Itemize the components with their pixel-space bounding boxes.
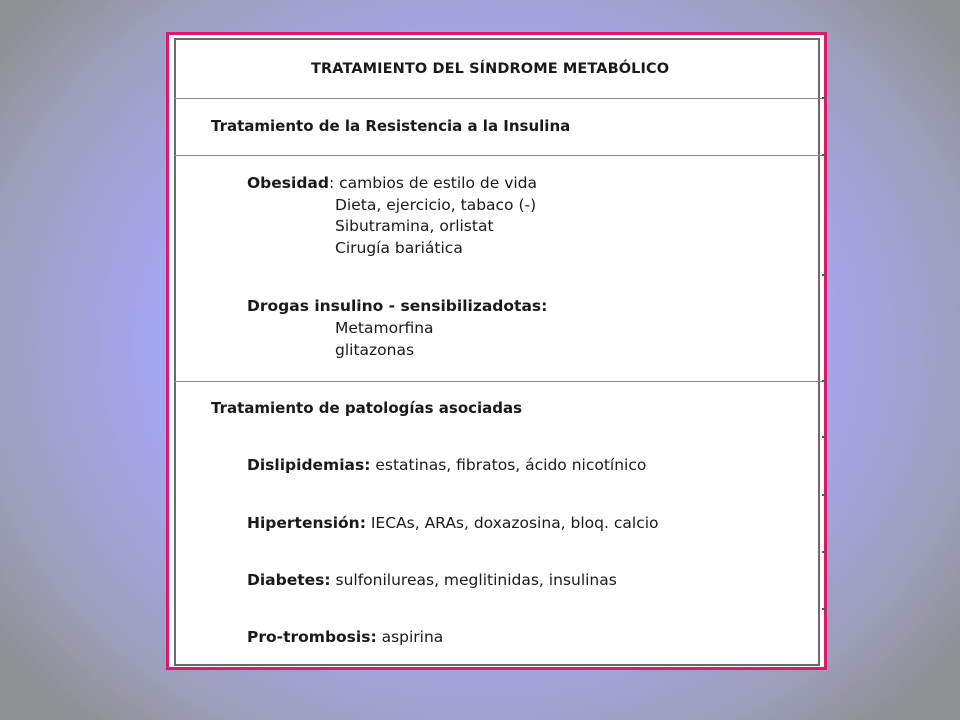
edge-tick — [822, 551, 825, 553]
item-label: Pro-trombosis: — [247, 628, 377, 646]
drugs-label: Drogas insulino - sensibilizadotas: — [247, 297, 548, 315]
item-label: Hipertensión: — [247, 514, 366, 532]
edge-tick — [822, 608, 825, 610]
obesity-entry — [247, 173, 537, 194]
item-text: aspirina — [376, 628, 444, 646]
section-heading-associated-pathologies: Tratamiento de patologías asociadas — [211, 399, 523, 417]
item-text: sulfonilureas, meglitinidas, insulinas — [330, 571, 617, 589]
obesity-line: Cirugía bariática — [335, 239, 463, 257]
diabetes-entry — [247, 570, 617, 591]
obesity-label: Obesidad — [247, 174, 329, 192]
edge-tick — [822, 274, 825, 276]
section-heading-insulin-resistance: Tratamiento de la Resistencia a la Insulina — [211, 117, 571, 135]
item-text: IECAs, ARAs, doxazosina, bloq. calcio — [365, 514, 659, 532]
row-divider — [174, 381, 824, 382]
table-title: TRATAMIENTO DEL SÍNDROME METABÓLICO — [311, 61, 670, 77]
edge-tick — [822, 494, 825, 496]
item-label: Dislipidemias: — [247, 456, 371, 474]
prothrombosis-entry — [247, 627, 443, 648]
edge-tick — [822, 380, 825, 382]
obesity-line: Dieta, ejercicio, tabaco (-) — [335, 196, 537, 214]
drugs-line: Metamorfina — [335, 319, 434, 337]
item-text: estatinas, fibratos, ácido nicotínico — [370, 456, 647, 474]
edge-tick — [822, 436, 825, 438]
item-label: Diabetes: — [247, 571, 331, 589]
row-divider — [174, 98, 824, 99]
obesity-first-line: : cambios de estilo de vida — [328, 174, 538, 192]
row-divider — [174, 155, 824, 156]
edge-tick — [822, 97, 825, 99]
edge-tick — [822, 154, 825, 156]
dyslipidemia-entry — [247, 455, 646, 476]
hypertension-entry — [247, 513, 659, 534]
obesity-line: Sibutramina, orlistat — [335, 217, 494, 235]
drugs-line: glitazonas — [335, 341, 415, 359]
